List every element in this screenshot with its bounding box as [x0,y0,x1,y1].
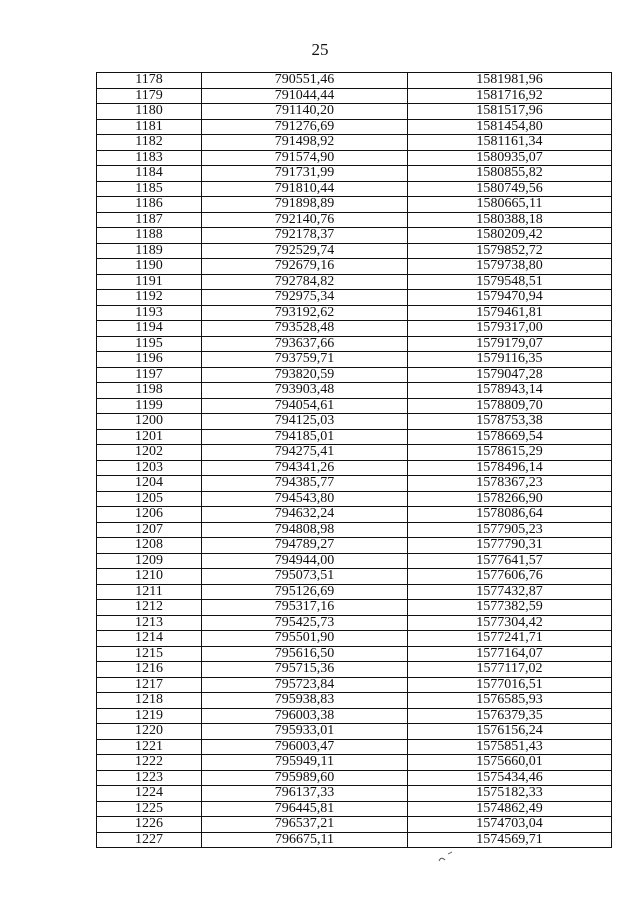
y-coordinate-cell: 1578809,70 [408,398,612,414]
point-number-cell: 1212 [97,600,202,616]
table-row [97,166,612,182]
table-row [97,352,612,368]
table-row [97,476,612,492]
table-row [97,677,612,693]
point-number-cell: 1185 [97,181,202,197]
point-number-cell: 1180 [97,104,202,120]
coordinates-table-body [97,73,612,848]
y-coordinate-cell: 1578367,23 [408,476,612,492]
y-coordinate-cell: 1576156,24 [408,724,612,740]
table-row [97,88,612,104]
point-number-cell: 1193 [97,305,202,321]
x-coordinate-cell: 795989,60 [202,770,408,786]
x-coordinate-cell: 791898,89 [202,197,408,213]
y-coordinate-cell: 1574862,49 [408,801,612,817]
point-number-cell: 1216 [97,662,202,678]
y-coordinate-cell: 1581161,34 [408,135,612,151]
x-coordinate-cell: 796003,38 [202,708,408,724]
table-row [97,460,612,476]
y-coordinate-cell: 1577117,02 [408,662,612,678]
table-row [97,259,612,275]
point-number-cell: 1223 [97,770,202,786]
x-coordinate-cell: 795616,50 [202,646,408,662]
point-number-cell: 1182 [97,135,202,151]
y-coordinate-cell: 1579852,72 [408,243,612,259]
point-number-cell: 1220 [97,724,202,740]
y-coordinate-cell: 1574703,04 [408,817,612,833]
x-coordinate-cell: 794185,01 [202,429,408,445]
x-coordinate-cell: 795425,73 [202,615,408,631]
point-number-cell: 1219 [97,708,202,724]
point-number-cell: 1224 [97,786,202,802]
point-number-cell: 1214 [97,631,202,647]
y-coordinate-cell: 1579738,80 [408,259,612,275]
point-number-cell: 1226 [97,817,202,833]
x-coordinate-cell: 794275,41 [202,445,408,461]
point-number-cell: 1200 [97,414,202,430]
y-coordinate-cell: 1576379,35 [408,708,612,724]
point-number-cell: 1202 [97,445,202,461]
x-coordinate-cell: 795126,69 [202,584,408,600]
y-coordinate-cell: 1580665,11 [408,197,612,213]
y-coordinate-cell: 1578943,14 [408,383,612,399]
y-coordinate-cell: 1575660,01 [408,755,612,771]
point-number-cell: 1196 [97,352,202,368]
point-number-cell: 1179 [97,88,202,104]
point-number-cell: 1197 [97,367,202,383]
table-row [97,662,612,678]
table-row [97,367,612,383]
y-coordinate-cell: 1579179,07 [408,336,612,352]
x-coordinate-cell: 794789,27 [202,538,408,554]
table-row [97,786,612,802]
point-number-cell: 1221 [97,739,202,755]
point-number-cell: 1209 [97,553,202,569]
table-row [97,321,612,337]
table-row [97,414,612,430]
table-row [97,197,612,213]
y-coordinate-cell: 1580388,18 [408,212,612,228]
table-row [97,336,612,352]
table-row [97,569,612,585]
x-coordinate-cell: 792679,16 [202,259,408,275]
x-coordinate-cell: 795723,84 [202,677,408,693]
table-row [97,584,612,600]
table-row [97,553,612,569]
table-row [97,119,612,135]
x-coordinate-cell: 793759,71 [202,352,408,368]
x-coordinate-cell: 792140,76 [202,212,408,228]
y-coordinate-cell: 1577432,87 [408,584,612,600]
x-coordinate-cell: 795949,11 [202,755,408,771]
x-coordinate-cell: 794054,61 [202,398,408,414]
y-coordinate-cell: 1577241,71 [408,631,612,647]
y-coordinate-cell: 1578753,38 [408,414,612,430]
x-coordinate-cell: 796537,21 [202,817,408,833]
table-row [97,491,612,507]
y-coordinate-cell: 1579548,51 [408,274,612,290]
point-number-cell: 1213 [97,615,202,631]
point-number-cell: 1207 [97,522,202,538]
page-number: 25 [311,40,329,59]
x-coordinate-cell: 791731,99 [202,166,408,182]
x-coordinate-cell: 794808,98 [202,522,408,538]
y-coordinate-cell: 1578615,29 [408,445,612,461]
y-coordinate-cell: 1575182,33 [408,786,612,802]
x-coordinate-cell: 791810,44 [202,181,408,197]
x-coordinate-cell: 793820,59 [202,367,408,383]
y-coordinate-cell: 1581517,96 [408,104,612,120]
y-coordinate-cell: 1577164,07 [408,646,612,662]
point-number-cell: 1187 [97,212,202,228]
point-number-cell: 1201 [97,429,202,445]
x-coordinate-cell: 794632,24 [202,507,408,523]
x-coordinate-cell: 792178,37 [202,228,408,244]
point-number-cell: 1188 [97,228,202,244]
table-row [97,398,612,414]
y-coordinate-cell: 1581716,92 [408,88,612,104]
x-coordinate-cell: 794125,03 [202,414,408,430]
x-coordinate-cell: 796675,11 [202,832,408,848]
y-coordinate-cell: 1579047,28 [408,367,612,383]
point-number-cell: 1217 [97,677,202,693]
y-coordinate-cell: 1579317,00 [408,321,612,337]
x-coordinate-cell: 791044,44 [202,88,408,104]
y-coordinate-cell: 1578086,64 [408,507,612,523]
x-coordinate-cell: 792784,82 [202,274,408,290]
x-coordinate-cell: 791140,20 [202,104,408,120]
table-row [97,600,612,616]
point-number-cell: 1227 [97,832,202,848]
x-coordinate-cell: 796003,47 [202,739,408,755]
table-row [97,104,612,120]
coordinates-table [96,72,612,848]
y-coordinate-cell: 1578669,54 [408,429,612,445]
x-coordinate-cell: 793637,66 [202,336,408,352]
x-coordinate-cell: 791498,92 [202,135,408,151]
point-number-cell: 1203 [97,460,202,476]
table-row [97,631,612,647]
y-coordinate-cell: 1580749,56 [408,181,612,197]
point-number-cell: 1178 [97,73,202,89]
y-coordinate-cell: 1578496,14 [408,460,612,476]
point-number-cell: 1194 [97,321,202,337]
y-coordinate-cell: 1575851,43 [408,739,612,755]
point-number-cell: 1205 [97,491,202,507]
y-coordinate-cell: 1576585,93 [408,693,612,709]
y-coordinate-cell: 1579470,94 [408,290,612,306]
x-coordinate-cell: 791574,90 [202,150,408,166]
point-number-cell: 1190 [97,259,202,275]
x-coordinate-cell: 792975,34 [202,290,408,306]
point-number-cell: 1199 [97,398,202,414]
table-row [97,243,612,259]
table-row [97,693,612,709]
x-coordinate-cell: 791276,69 [202,119,408,135]
point-number-cell: 1222 [97,755,202,771]
table-row [97,615,612,631]
table-row [97,135,612,151]
x-coordinate-cell: 793528,48 [202,321,408,337]
point-number-cell: 1186 [97,197,202,213]
point-number-cell: 1215 [97,646,202,662]
table-row [97,817,612,833]
y-coordinate-cell: 1579461,81 [408,305,612,321]
y-coordinate-cell: 1580209,42 [408,228,612,244]
point-number-cell: 1198 [97,383,202,399]
y-coordinate-cell: 1574569,71 [408,832,612,848]
y-coordinate-cell: 1580855,82 [408,166,612,182]
table-row [97,305,612,321]
point-number-cell: 1191 [97,274,202,290]
table-row [97,383,612,399]
x-coordinate-cell: 793192,62 [202,305,408,321]
x-coordinate-cell: 792529,74 [202,243,408,259]
y-coordinate-cell: 1577641,57 [408,553,612,569]
x-coordinate-cell: 793903,48 [202,383,408,399]
point-number-cell: 1210 [97,569,202,585]
point-number-cell: 1192 [97,290,202,306]
x-coordinate-cell: 794341,26 [202,460,408,476]
y-coordinate-cell: 1577304,42 [408,615,612,631]
point-number-cell: 1189 [97,243,202,259]
point-number-cell: 1183 [97,150,202,166]
point-number-cell: 1206 [97,507,202,523]
point-number-cell: 1218 [97,693,202,709]
y-coordinate-cell: 1578266,90 [408,491,612,507]
x-coordinate-cell: 795938,83 [202,693,408,709]
table-row [97,739,612,755]
table-row [97,212,612,228]
x-coordinate-cell: 795501,90 [202,631,408,647]
point-number-cell: 1184 [97,166,202,182]
table-row [97,507,612,523]
table-row [97,538,612,554]
point-number-cell: 1195 [97,336,202,352]
point-number-cell: 1225 [97,801,202,817]
table-row [97,646,612,662]
x-coordinate-cell: 795933,01 [202,724,408,740]
table-row [97,832,612,848]
x-coordinate-cell: 794385,77 [202,476,408,492]
table-row [97,770,612,786]
x-coordinate-cell: 795073,51 [202,569,408,585]
table-row [97,150,612,166]
point-number-cell: 1204 [97,476,202,492]
point-number-cell: 1208 [97,538,202,554]
table-row [97,228,612,244]
y-coordinate-cell: 1577016,51 [408,677,612,693]
table-row [97,522,612,538]
table-row [97,445,612,461]
x-coordinate-cell: 794543,80 [202,491,408,507]
x-coordinate-cell: 796137,33 [202,786,408,802]
y-coordinate-cell: 1581981,96 [408,73,612,89]
y-coordinate-cell: 1577905,23 [408,522,612,538]
y-coordinate-cell: 1577382,59 [408,600,612,616]
table-row [97,181,612,197]
x-coordinate-cell: 795715,36 [202,662,408,678]
y-coordinate-cell: 1580935,07 [408,150,612,166]
point-number-cell: 1211 [97,584,202,600]
x-coordinate-cell: 795317,16 [202,600,408,616]
y-coordinate-cell: 1575434,46 [408,770,612,786]
table-row [97,274,612,290]
y-coordinate-cell: 1577790,31 [408,538,612,554]
table-row [97,755,612,771]
pen-mark-icon [436,850,456,864]
y-coordinate-cell: 1581454,80 [408,119,612,135]
y-coordinate-cell: 1577606,76 [408,569,612,585]
x-coordinate-cell: 790551,46 [202,73,408,89]
table-row [97,429,612,445]
point-number-cell: 1181 [97,119,202,135]
x-coordinate-cell: 794944,00 [202,553,408,569]
table-row [97,73,612,89]
table-row [97,708,612,724]
y-coordinate-cell: 1579116,35 [408,352,612,368]
table-row [97,290,612,306]
x-coordinate-cell: 796445,81 [202,801,408,817]
table-row [97,724,612,740]
table-row [97,801,612,817]
